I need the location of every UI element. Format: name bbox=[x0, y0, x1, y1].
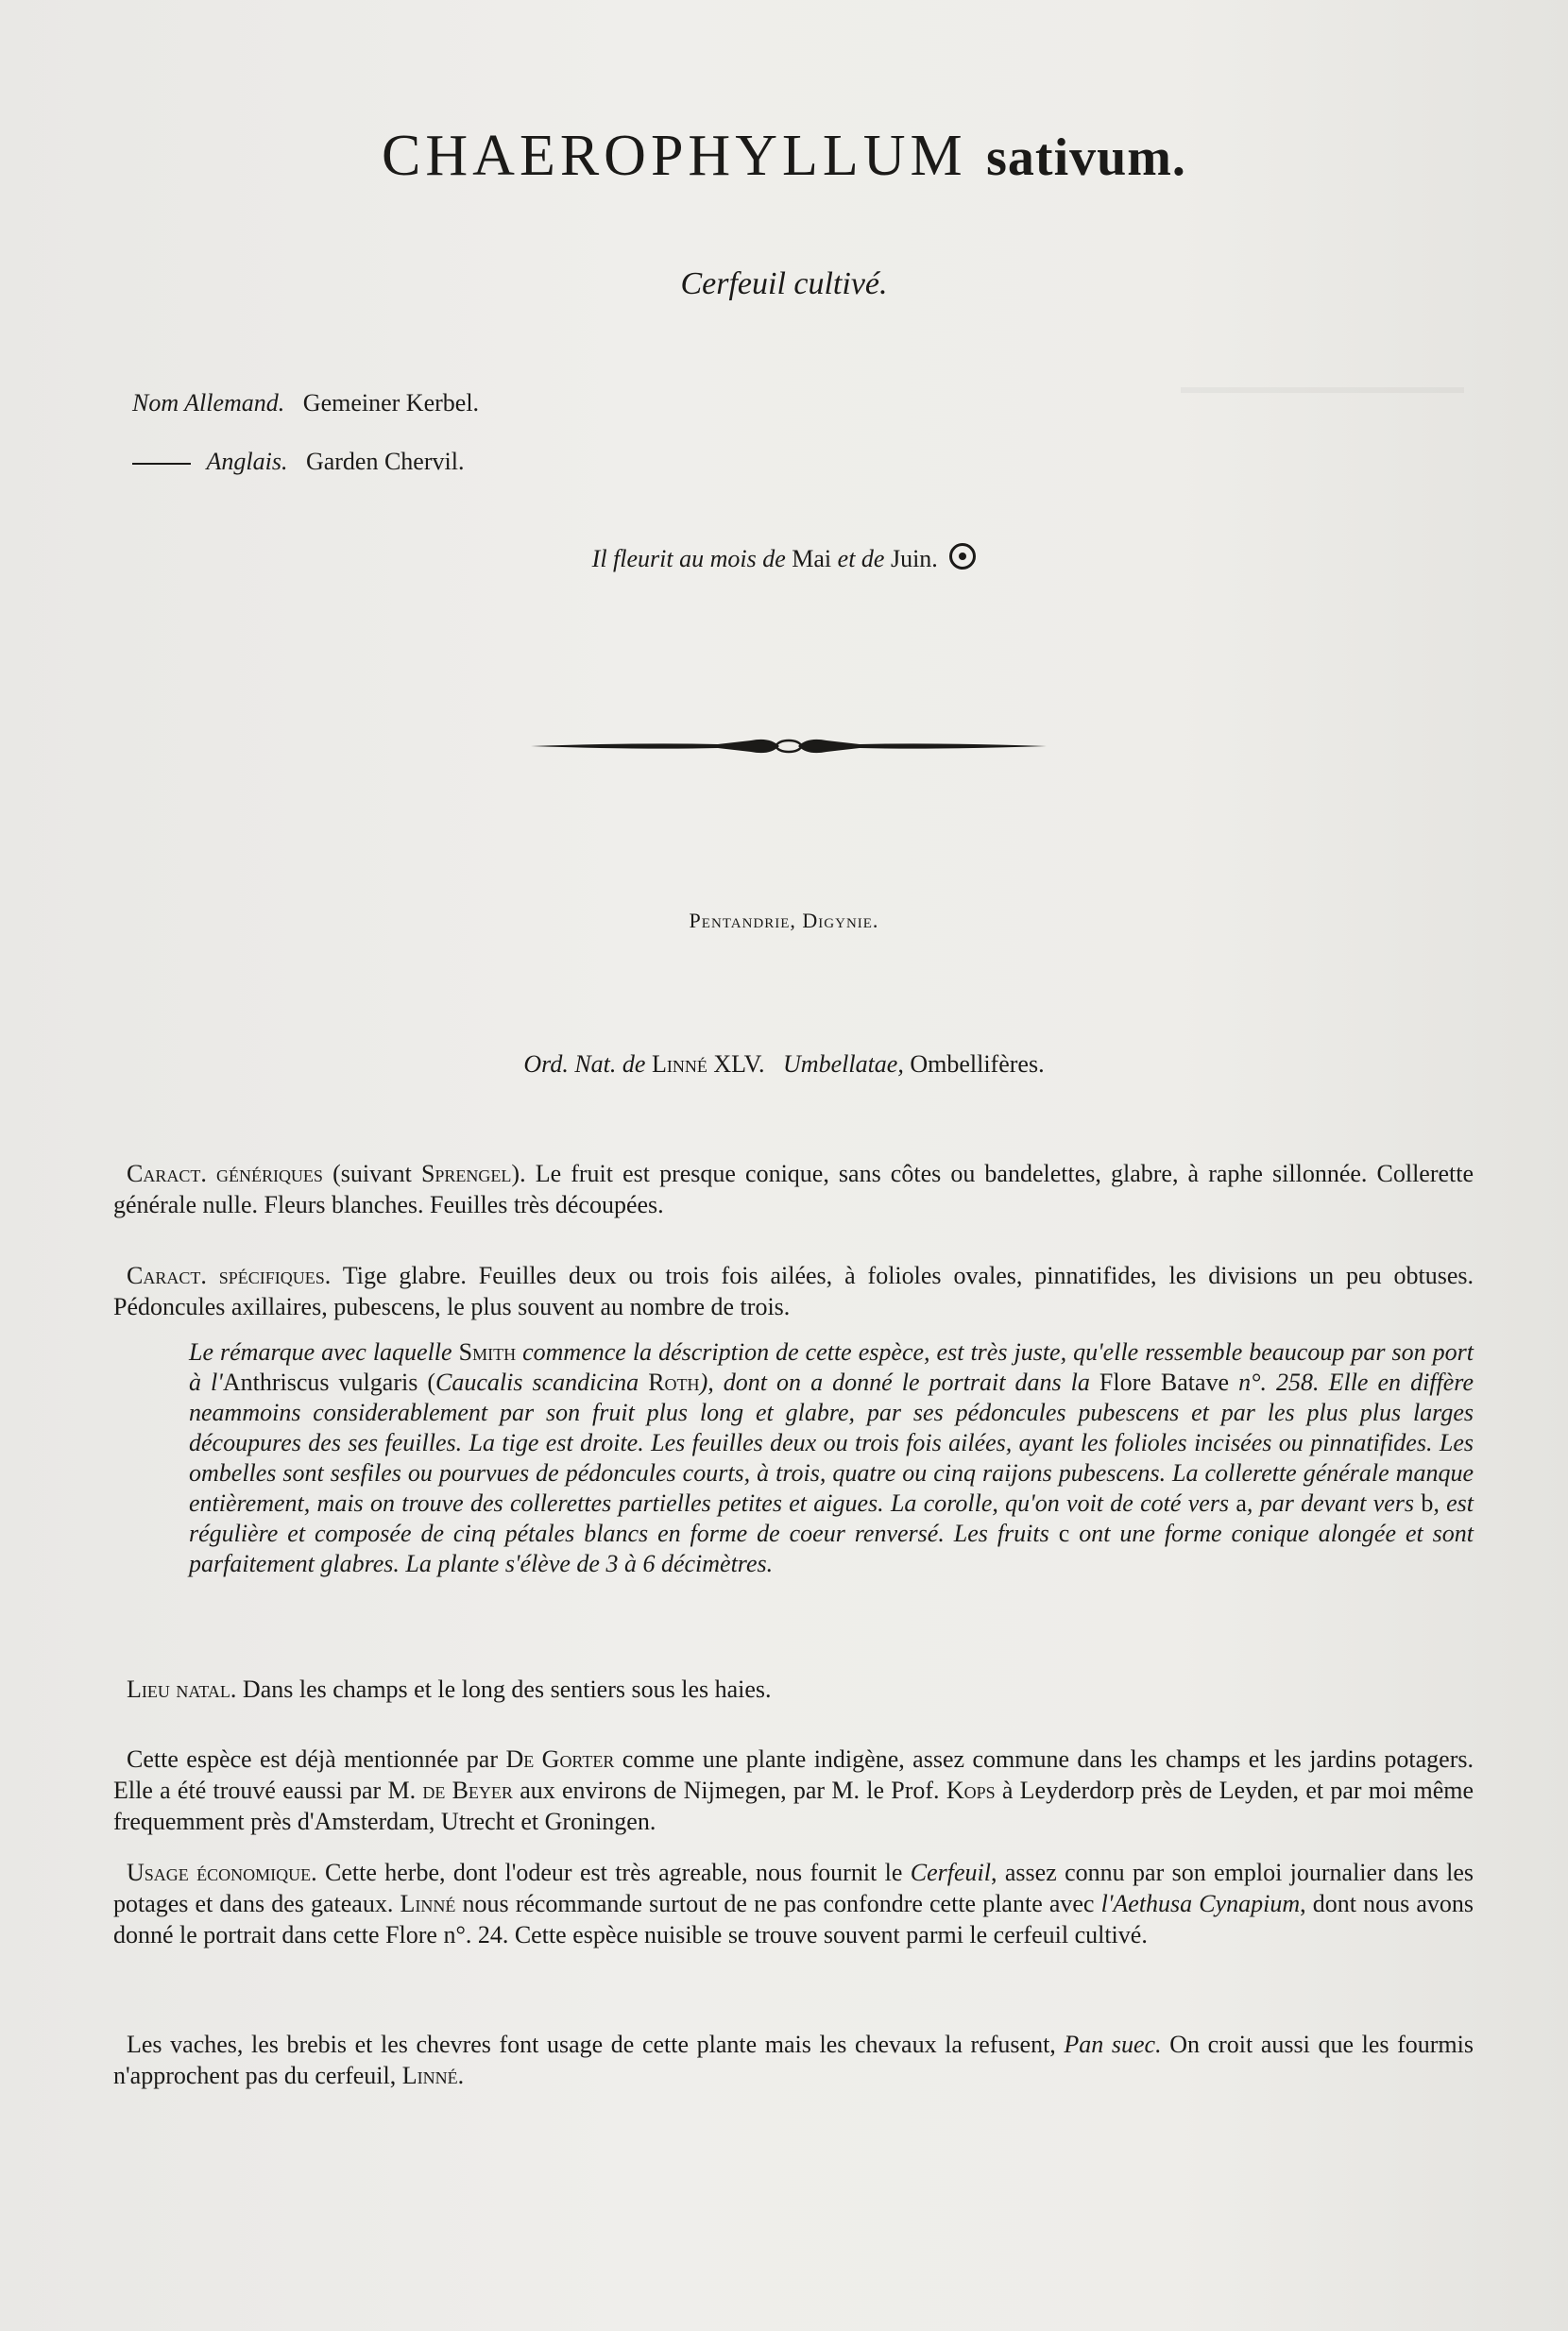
usage-text-2: , assez connu par son emploi journalier dans les potages et dans des gateaux. bbox=[113, 1859, 1474, 1917]
specific-characters-text: Tige glabre. Feuilles deux ou trois fois ailées, à folioles ovales, pinnatifides, les divisions un peu obtuses. Pédoncules axillaires, pubescens, le plus souvent au nombre de trois. bbox=[113, 1262, 1474, 1320]
common-name: Cerfeuil cultivé. bbox=[680, 266, 888, 301]
german-label: Nom Allemand. bbox=[132, 389, 285, 417]
ord-label: Ord. Nat. bbox=[523, 1050, 617, 1078]
german-name-row bbox=[132, 389, 479, 417]
usage-aethusa: l'Aethusa Cynapium bbox=[1100, 1890, 1301, 1917]
remark-text-4: n°. 258. Elle en diffère neammoins considerablement par son fruit plus long et glabre, par ses pédoncules pubescens et par les plus plus larges découpures des ses feuilles. La tige est droite. Les feuilles deux ou trois fois ailées, ayant les folioles incisées ou pinnatifides. Les ombelles sont sesfiles ou pourvues de pédoncules courts, à trois, quatre ou cinq raijons pubescens. La collerette générale manque entièrement, mais on trouve des collerettes partielles petites et aigues. La corolle, qu'on voit de coté vers bbox=[189, 1369, 1474, 1517]
specific-characters-paragraph bbox=[113, 1260, 1474, 1322]
remark-text-3: ), dont on a donné le portrait dans la bbox=[699, 1369, 1090, 1396]
generic-source-name: Sprengel bbox=[420, 1160, 512, 1187]
remark-text-5: , par devant vers bbox=[1246, 1489, 1415, 1517]
ditto-dash bbox=[132, 463, 191, 465]
distribution-text-4: à Leyderdorp près de Leyden, et par moi même frequemment près d'Amsterdam, Utrecht et Groningen. bbox=[113, 1777, 1474, 1835]
english-value: Garden Chervil. bbox=[305, 448, 465, 475]
usage-text-4: , dont nous avons donné le portrait dans cette Flore n°. 24. Cette espèce nuisible se trouve souvent parmi le cerfeuil cultivé. bbox=[113, 1890, 1474, 1948]
remark-text-6: , est régulière et composée de cinq pétales blancs en forme de coeur renversé. Les fruits bbox=[189, 1489, 1474, 1547]
species-name: sativum. bbox=[986, 128, 1186, 187]
economic-use-paragraph bbox=[113, 1857, 1474, 1950]
ornament-divider-icon bbox=[529, 727, 1048, 765]
distribution-text-2: comme une plante indigène, assez commune dans les champs et les jardins potagers. Elle a été trouvé eaussi par bbox=[113, 1745, 1474, 1804]
remark-paren: ( bbox=[427, 1369, 436, 1396]
remark-roth: Roth bbox=[648, 1369, 700, 1396]
flowering-prefix: Il fleurit au mois de bbox=[591, 545, 786, 572]
economic-use-label: Usage économique. bbox=[127, 1859, 317, 1886]
livestock-pan-suec: Pan suec. bbox=[1064, 2031, 1162, 2058]
habitat-text: Dans les champs et le long des sentiers sous les haies. bbox=[242, 1676, 772, 1703]
annual-sun-icon bbox=[949, 543, 976, 570]
flowering-line bbox=[0, 543, 1568, 573]
show-through-texture bbox=[1181, 387, 1464, 393]
remark-text-2: commence la déscription de cette espèce, est très juste, qu'elle ressemble beaucoup par son port à l' bbox=[189, 1338, 1474, 1396]
livestock-paragraph bbox=[113, 2029, 1474, 2091]
generic-characters-text: Le fruit est presque conique, sans côtes ou bandelettes, glabre, à raphe sillonnée. Collerette générale nulle. Fleurs blanches. Feuilles très découpées. bbox=[113, 1160, 1474, 1218]
generic-characters-paragraph bbox=[113, 1158, 1474, 1220]
distribution-text-3: aux environs de Nijmegen, par M. le Prof. bbox=[520, 1777, 940, 1804]
livestock-text-2: On croit aussi que les fourmis n'approchent pas du cerfeuil, bbox=[113, 2031, 1474, 2089]
generic-source-open: (suivant bbox=[332, 1160, 412, 1187]
distribution-text-1: Cette espèce est déjà mentionnée par bbox=[127, 1745, 499, 1773]
distribution-paragraph bbox=[113, 1744, 1474, 1837]
distribution-de-gorter: De Gorter bbox=[505, 1745, 615, 1773]
habitat-paragraph bbox=[113, 1674, 1474, 1705]
flowering-month-1: Mai bbox=[792, 545, 832, 572]
habitat-label: Lieu natal. bbox=[127, 1676, 237, 1703]
remark-smith: Smith bbox=[458, 1338, 517, 1366]
generic-source-close: ). bbox=[511, 1160, 526, 1187]
english-name-row bbox=[132, 448, 464, 476]
flowering-conj: et de bbox=[837, 545, 885, 572]
remark-anthriscus: Anthriscus vulgaris bbox=[222, 1369, 418, 1396]
remark-letter-a: a bbox=[1236, 1489, 1247, 1517]
usage-text-3: nous récommande surtout de ne pas confondre cette plante avec bbox=[462, 1890, 1095, 1917]
ord-umbellatae: Umbellatae, bbox=[783, 1050, 904, 1078]
distribution-kops: Kops bbox=[946, 1777, 996, 1804]
livestock-linne: Linné. bbox=[401, 2062, 465, 2089]
genus-name: CHAEROPHYLLUM bbox=[382, 124, 967, 188]
description-remark bbox=[113, 1337, 1474, 1579]
english-label: Anglais. bbox=[206, 448, 288, 475]
page-title bbox=[0, 123, 1568, 190]
generic-characters-label: Caract. génériques bbox=[127, 1160, 323, 1187]
remark-caucalis: Caucalis scandicina bbox=[435, 1369, 639, 1396]
remark-letter-b: b bbox=[1421, 1489, 1434, 1517]
remark-text-7: ont une forme conique alongée et sont parfaitement glabres. La plante s'élève de 3 à 6 décimètres. bbox=[189, 1520, 1474, 1577]
specific-characters-label: Caract. spécifiques. bbox=[127, 1262, 332, 1289]
usage-linne: Linné bbox=[400, 1890, 456, 1917]
flowering-month-2: Juin. bbox=[890, 545, 938, 572]
remark-flore: Flore Batave bbox=[1099, 1369, 1230, 1396]
remark-letter-c: c bbox=[1058, 1520, 1070, 1547]
usage-text-1: Cette herbe, dont l'odeur est très agreable, nous fournit le bbox=[325, 1859, 903, 1886]
ord-de: de bbox=[622, 1050, 646, 1078]
livestock-text-1: Les vaches, les brebis et les chevres font usage de cette plante mais les chevaux la refusent, bbox=[127, 2031, 1056, 2058]
ord-ombelliferes: Ombellifères. bbox=[910, 1050, 1045, 1078]
ord-linne: Linné XLV. bbox=[651, 1050, 765, 1078]
german-value: Gemeiner Kerbel. bbox=[302, 389, 480, 417]
linnaean-class: Pentandrie, Digynie. bbox=[689, 909, 879, 932]
remark-text-1: Le rémarque avec laquelle bbox=[189, 1338, 452, 1366]
natural-order-line bbox=[0, 1050, 1568, 1079]
distribution-de-beyer: M. de Beyer bbox=[387, 1777, 513, 1804]
usage-cerfeuil: Cerfeuil bbox=[910, 1859, 992, 1886]
